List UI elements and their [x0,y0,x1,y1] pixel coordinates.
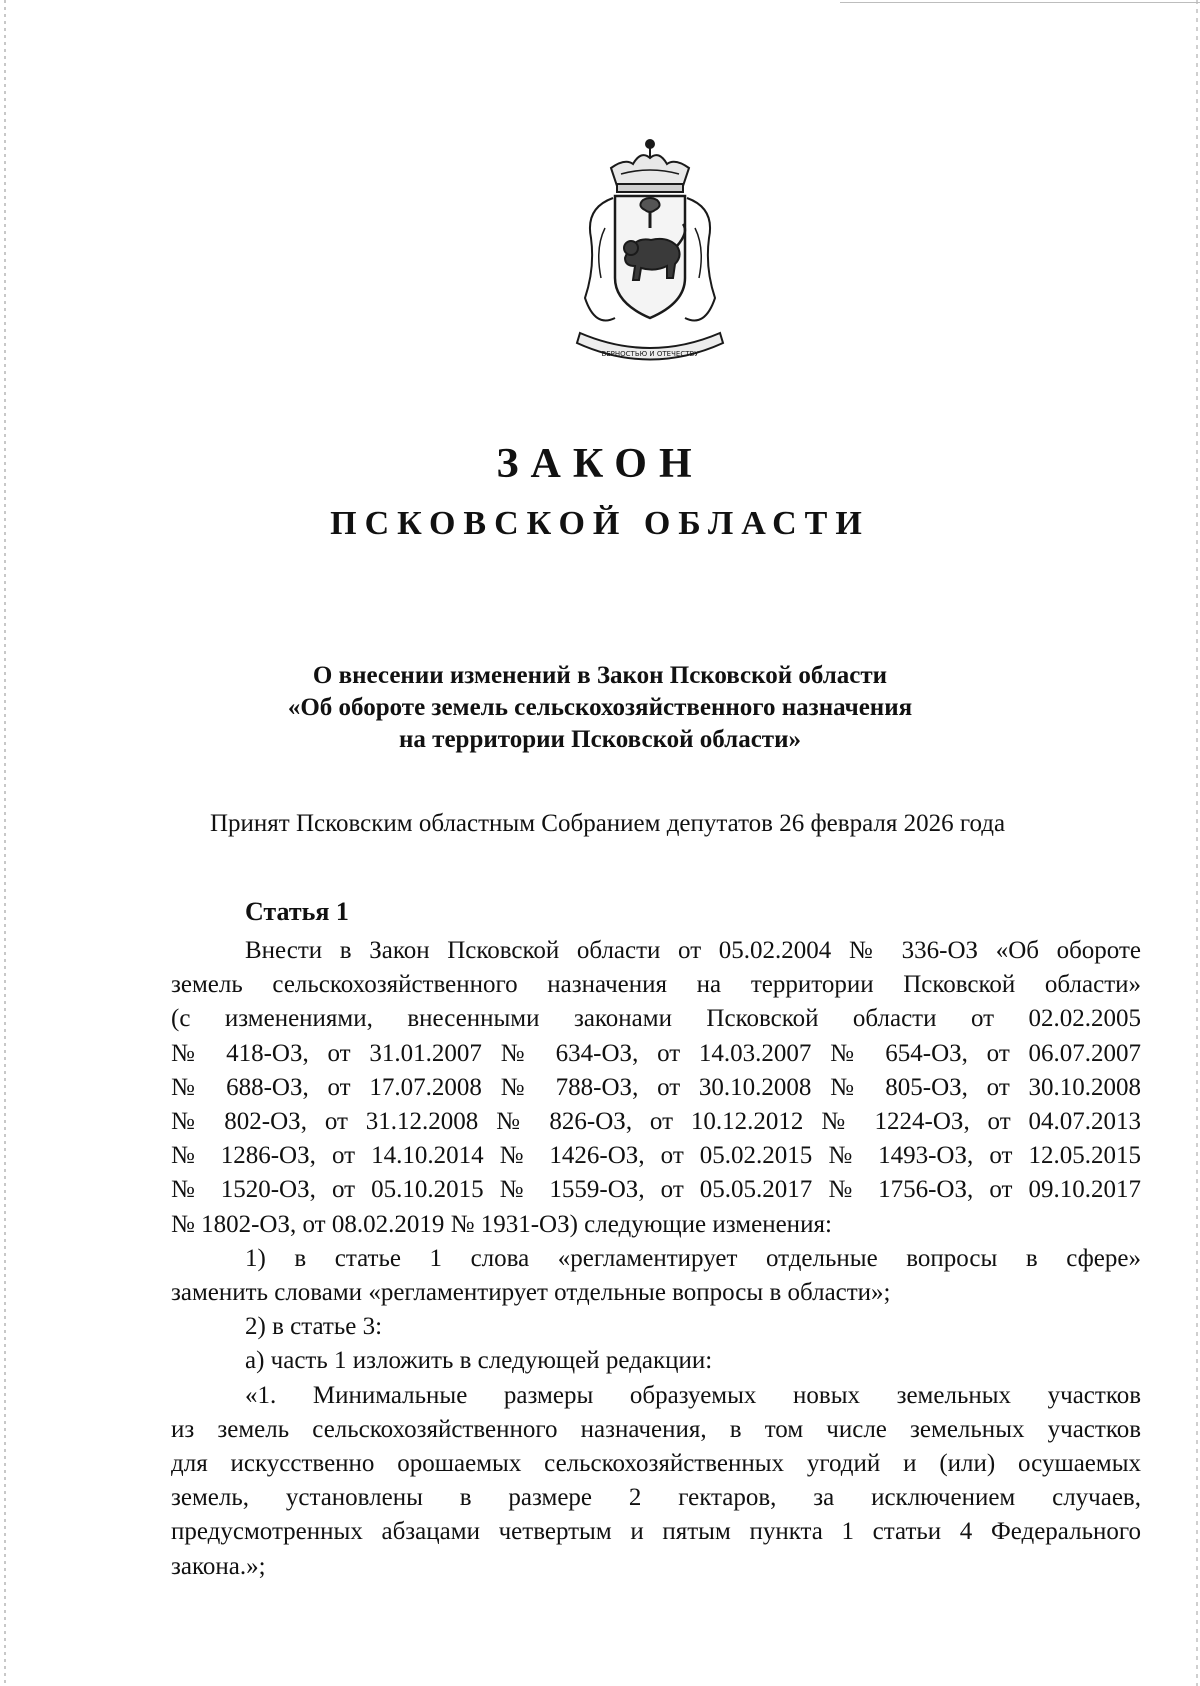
text-line: № 418-ОЗ, от 31.01.2007 № 634-ОЗ, от 14.03.2007 № 654-ОЗ, от 06.07.2007 [171,1039,1141,1067]
heading-line: О внесении изменений в Закон Псковской области [312,662,888,689]
text-line: земель сельскохозяйственного назначения на территории Псковской области» [171,971,1141,999]
law-title: ЗАКОН [496,441,704,487]
text-line: 1) в статье 1 слова «регламентирует отдельные вопросы в сфере» [245,1244,1141,1272]
quoted-amendment [171,1379,1141,1584]
text-line: № 1520-ОЗ, от 05.10.2015 № 1559-ОЗ, от 05.05.2017 № 1756-ОЗ, от 09.10.2017 [171,1176,1141,1204]
text-line: земель, установлены в размере 2 гектаров, за исключением случаев, [171,1484,1141,1512]
text-line: заменить словами «регламентирует отдельные вопросы в области»; [171,1279,891,1307]
adoption-statement: Принят Псковским областным Собранием депутатов 26 февраля 2026 года [210,810,1006,837]
text-line: Внести в Закон Псковской области от 05.02.2004 № 336-ОЗ «Об обороте [245,937,1141,964]
text-line: № 802-ОЗ, от 31.12.2008 № 826-ОЗ, от 10.12.2012 № 1224-ОЗ, от 04.07.2013 [171,1108,1141,1136]
emblem-motto: ВЕРНОСТЬЮ И ОТЕЧЕСТВУ [601,350,699,358]
coat-of-arms-icon [555,128,745,378]
text-line: «1. Минимальные размеры образуемых новых земельных участков [245,1381,1141,1409]
amendment-item-2a [171,1344,1141,1378]
article-label: Статья 1 [245,897,349,926]
heading-line: на территории Псковской области» [399,726,801,753]
text-line: закона.»; [171,1552,266,1580]
scan-top-rule [840,2,1200,3]
scan-edge-left [4,0,6,1686]
text-line: предусмотренных абзацами четвертым и пятым пункта 1 статьи 4 Федерального [171,1518,1141,1546]
law-region-title: ПСКОВСКОЙ ОБЛАСТИ [330,505,870,542]
heading-line: «Об обороте земель сельскохозяйственного назначения [287,694,913,721]
amendment-item-2 [171,1310,1141,1344]
text-line: № 1286-ОЗ, от 14.10.2014 № 1426-ОЗ, от 05.02.2015 № 1493-ОЗ, от 12.05.2015 [171,1142,1141,1170]
text-line: 2) в статье 3: [245,1313,383,1341]
scan-edge-right [1196,0,1198,1686]
text-line: из земель сельскохозяйственного назначения, в том числе земельных участков [171,1415,1141,1443]
law-heading [0,660,1200,756]
amendment-item-1 [171,1242,1141,1310]
text-line: № 1802-ОЗ, от 08.02.2019 № 1931-ОЗ) следующие изменения: [171,1210,832,1238]
article-body [171,934,1141,1584]
text-line: а) часть 1 изложить в следующей редакции: [245,1347,713,1375]
text-line: № 688-ОЗ, от 17.07.2008 № 788-ОЗ, от 30.10.2008 № 805-ОЗ, от 30.10.2008 [171,1073,1141,1101]
text-line: для искусственно орошаемых сельскохозяйственных угодий и (или) осушаемых [171,1450,1141,1478]
article-paragraph [171,934,1141,1242]
text-line: (с изменениями, внесенными законами Псковской области от 02.02.2005 [171,1005,1141,1033]
